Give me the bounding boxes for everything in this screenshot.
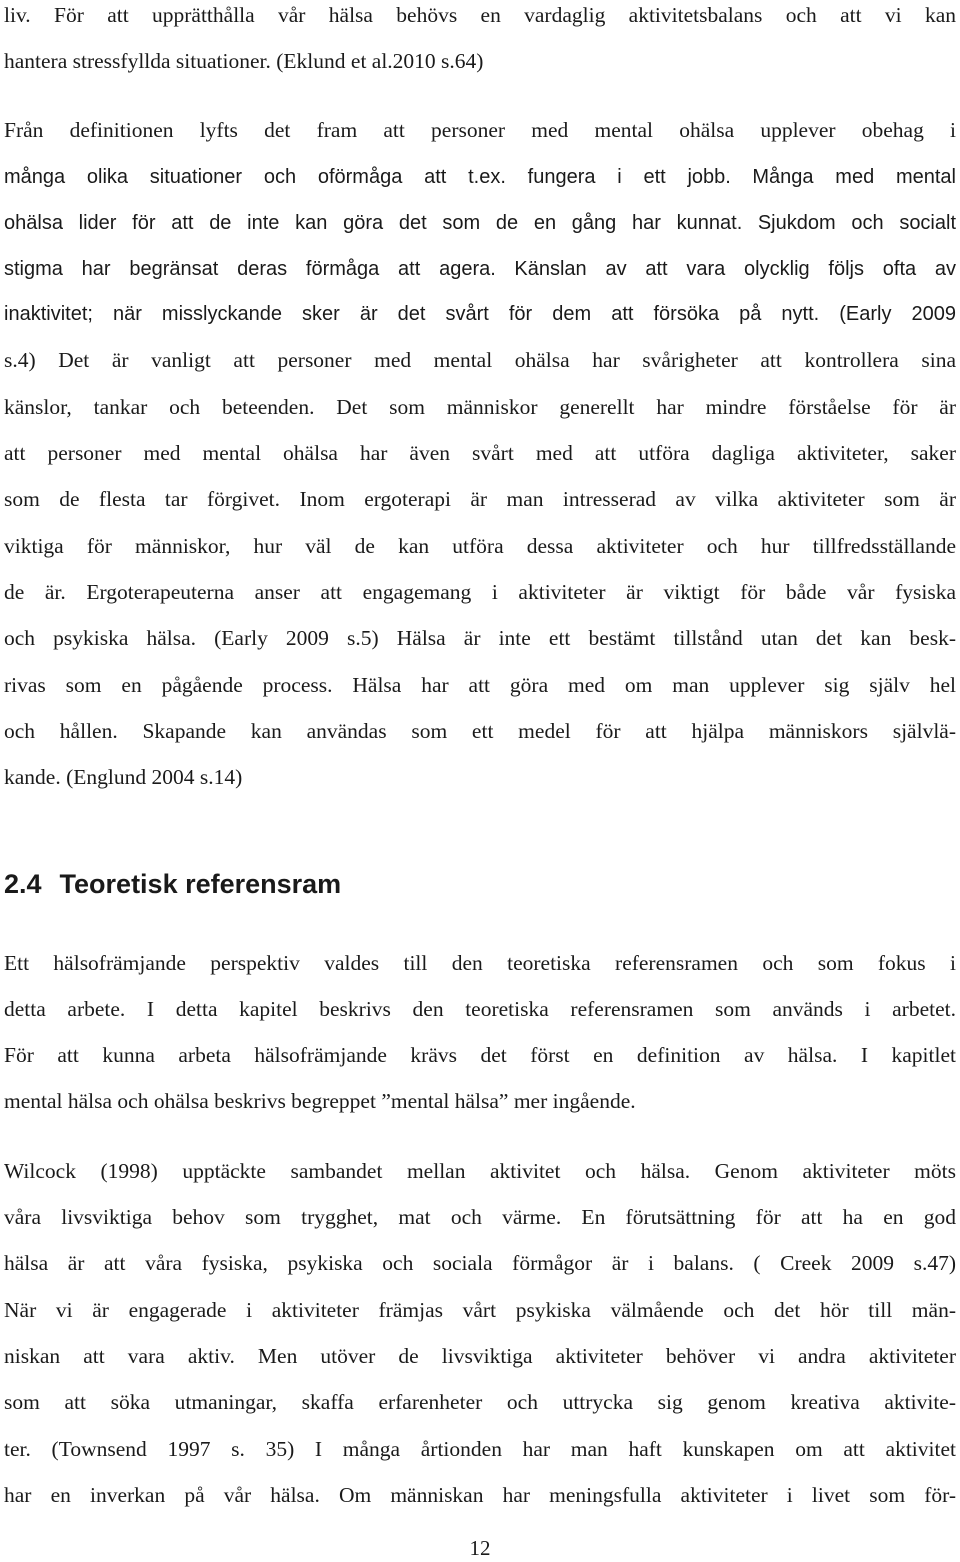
text-span: Många med mental bbox=[752, 166, 956, 188]
text-line bbox=[4, 251, 956, 285]
section-title: Teoretisk referensram bbox=[59, 869, 342, 899]
text-line: rivas som en pågående process. Hälsa har att göra med om man upplever sig själv hel bbox=[4, 673, 956, 697]
text-line: liv. För att upprätthålla vår hälsa behövs en vardaglig aktivitetsbalans och att vi kan bbox=[4, 3, 956, 27]
text-line: Wilcock (1998) upptäckte sambandet mellan aktivitet och hälsa. Genom aktiviteter möts bbox=[4, 1159, 956, 1183]
text-line: viktiga för människor, hur väl de kan utföra dessa aktiviteter och hur tillfredsställande bbox=[4, 534, 956, 558]
text-line: För att kunna arbeta hälsofrämjande krävs det först en definition av hälsa. I kapitlet bbox=[4, 1043, 956, 1067]
section-heading bbox=[4, 862, 341, 906]
text-span: många olika situationer och oförmåga att t.ex. fungera i ett jobb. bbox=[4, 166, 731, 188]
text-line: att personer med mental ohälsa har även svårt med att utföra dagliga aktiviteter, saker bbox=[4, 441, 956, 465]
text-line bbox=[4, 482, 956, 516]
text-span: Känslan av att vara olycklig följs ofta av bbox=[514, 258, 956, 280]
text-line: niskan att vara aktiv. Men utöver de livsviktiga aktiviteter behöver vi andra aktiviteter bbox=[4, 1344, 956, 1368]
text-line: kande. (Englund 2004 s.14) bbox=[4, 765, 243, 789]
text-line: inaktivitet; när misslyckande sker är det svårt för dem att försöka på nytt. (Early 2009 bbox=[4, 303, 956, 325]
text-line: hantera stressfyllda situationer. (Eklund et al.2010 s.64) bbox=[4, 49, 484, 73]
text-span: Inom ergoterapi är man intresserad av vilka aktiviteter som är bbox=[299, 487, 956, 511]
text-line: har en inverkan på vår hälsa. Om människan har meningsfulla aktiviteter i livet som för- bbox=[4, 1483, 956, 1507]
text-line: som att söka utmaningar, skaffa erfarenheter och uttrycka sig genom kreativa aktivite- bbox=[4, 1390, 956, 1414]
text-span: Sjukdom och socialt bbox=[757, 212, 956, 234]
text-line bbox=[4, 159, 956, 193]
text-line: När vi är engagerade i aktiviteter främjas vårt psykiska välmående och det hör till män- bbox=[4, 1298, 956, 1322]
text-line: mental hälsa och ohälsa beskrivs begreppet ”mental hälsa” mer ingående. bbox=[4, 1089, 636, 1113]
text-line: Från definitionen lyfts det fram att personer med mental ohälsa upplever obehag i bbox=[4, 118, 956, 142]
text-line: ter. (Townsend 1997 s. 35) I många årtionden har man haft kunskapen om att aktivitet bbox=[4, 1437, 956, 1461]
section-number: 2.4 bbox=[4, 869, 42, 899]
page-number: 12 bbox=[469, 1536, 491, 1560]
text-line: hälsa är att våra fysiska, psykiska och sociala förmågor är i balans. ( Creek 2009 s.47) bbox=[4, 1251, 956, 1275]
text-line: våra livsviktiga behov som trygghet, mat och värme. En förutsättning för att ha en god bbox=[4, 1205, 956, 1229]
text-span: ohälsa lider för att de inte kan göra det som de en gång har kunnat. bbox=[4, 212, 743, 234]
text-line: och hållen. Skapande kan användas som ett medel för att hjälpa människors självlä- bbox=[4, 719, 956, 743]
text-span: känslor, tankar och beteenden. bbox=[4, 395, 315, 419]
text-span: som de flesta tar förgivet. bbox=[4, 487, 281, 511]
text-line: Ett hälsofrämjande perspektiv valdes till den teoretiska referensramen och som fokus i bbox=[4, 951, 956, 975]
text-line bbox=[4, 205, 956, 239]
text-line bbox=[4, 390, 956, 424]
text-line: detta arbete. I detta kapitel beskrivs den teoretiska referensramen som används i arbetet. bbox=[4, 997, 956, 1021]
text-line: s.4) Det är vanligt att personer med mental ohälsa har svårigheter att kontrollera sina bbox=[4, 348, 956, 372]
text-span: Det som människor generellt har mindre förståelse för är bbox=[336, 395, 956, 419]
text-line: de är. Ergoterapeuterna anser att engagemang i aktiviteter är viktigt för både vår fysiska bbox=[4, 580, 956, 604]
text-line: och psykiska hälsa. (Early 2009 s.5) Hälsa är inte ett bestämt tillstånd utan det kan besk- bbox=[4, 626, 956, 650]
text-span: stigma har begränsat deras förmåga att agera. bbox=[4, 258, 496, 280]
